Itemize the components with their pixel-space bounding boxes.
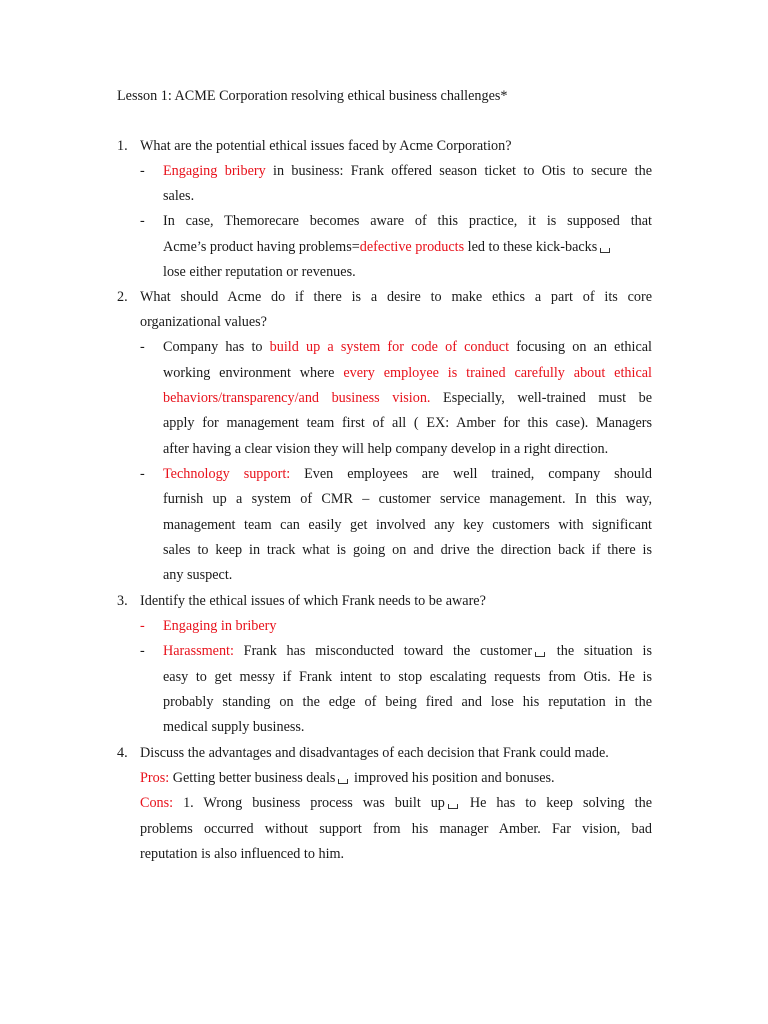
question-2-line-2: organizational values? xyxy=(140,314,267,330)
lesson-title: Lesson 1: ACME Corporation resolving ethical business challenges* xyxy=(117,88,508,104)
highlight-harassment: Harassment: xyxy=(163,643,234,659)
question-1-text: What are the potential ethical issues faced by Acme Corporation? xyxy=(140,138,512,154)
q3-bullet-2-text-a: Frank has misconducted toward the customer xyxy=(233,643,533,659)
q1-bullet-2-line-1: In case, Themorecare becomes aware of this practice, it is supposed that xyxy=(163,213,652,229)
highlight-defective-products: defective products xyxy=(359,239,465,255)
q3-bullet-2-line-1 xyxy=(163,643,652,660)
question-3-text: Identify the ethical issues of which Frank needs to be aware? xyxy=(140,593,486,609)
bullet-dash: - xyxy=(140,618,145,634)
q2-bullet-2-line-3: management team can easily get involved any key customers with significant xyxy=(163,517,652,533)
question-4-text: Discuss the advantages and disadvantages of each decision that Frank could made. xyxy=(140,745,609,761)
highlight-engaging-bribery: Engaging bribery xyxy=(163,163,266,179)
highlight-behaviors: behaviors/transparency/and business vision. xyxy=(163,390,431,406)
q3-bullet-2-line-3: probably standing on the edge of being fired and lose his reputation in the xyxy=(163,694,652,710)
q1-bullet-1-line-2: sales. xyxy=(163,188,195,204)
highlight-technology-support: Technology support: xyxy=(163,466,291,482)
q2-bullet-1-line-4: apply for management team first of all ( EX: Amber for this case). Managers xyxy=(163,415,652,431)
question-2-line-1: What should Acme do if there is a desire to make ethics a part of its core xyxy=(140,289,652,305)
q1-bullet-2-line-2 xyxy=(163,239,612,256)
question-3-number: 3. xyxy=(117,593,128,609)
arrow-symbol-icon xyxy=(535,652,545,657)
q2-bullet-1-line-1 xyxy=(163,339,652,356)
highlight-employee-trained: every employee is trained carefully about ethical xyxy=(343,365,652,381)
q2-bullet-1-line-5: after having a clear vision they will help company develop in a right direction. xyxy=(163,441,609,457)
arrow-symbol-icon xyxy=(448,804,458,809)
bullet-dash: - xyxy=(140,466,145,482)
highlight-code-of-conduct: build up a system for code of conduct xyxy=(269,339,510,355)
q2-bullet-2-text: Even employees are well trained, company should xyxy=(290,466,652,482)
highlight-engaging-in-bribery: Engaging in bribery xyxy=(163,618,277,634)
pros-text-a: Getting better business deals xyxy=(169,770,336,786)
q2-bullet-2-line-2: furnish up a system of CMR – customer service management. In this way, xyxy=(163,491,652,507)
pros-line xyxy=(140,770,555,787)
cons-line-2: problems occurred without support from his manager Amber. Far vision, bad xyxy=(140,821,652,837)
bullet-dash: - xyxy=(140,339,145,355)
q1-bullet-1-line-1 xyxy=(163,163,652,180)
q2-bullet-1-text-b: focusing on an ethical xyxy=(509,339,652,355)
pros-text-b: improved his position and bonuses. xyxy=(350,770,555,786)
bullet-dash: - xyxy=(140,213,145,229)
q2-bullet-2-line-1 xyxy=(163,466,652,483)
bullet-dash: - xyxy=(140,643,145,659)
q2-bullet-1-line-2 xyxy=(163,365,652,382)
question-4-number: 4. xyxy=(117,745,128,761)
q2-bullet-1-text-c: working environment where xyxy=(163,365,344,381)
q2-bullet-1-text-a: Company has to xyxy=(163,339,270,355)
bullet-dash: - xyxy=(140,163,145,179)
q3-bullet-2-line-2: easy to get messy if Frank intent to stop escalating requests from Otis. He is xyxy=(163,669,652,685)
q1-bullet-1-text: in business: Frank offered season ticket to Otis to secure the xyxy=(265,163,653,179)
q2-bullet-1-text-d: Especially, well-trained must be xyxy=(430,390,652,406)
cons-label: Cons: xyxy=(140,795,174,811)
cons-line-3: reputation is also influenced to him. xyxy=(140,846,345,862)
q2-bullet-2-line-4: sales to keep in track what is going on and drive the direction back if there is xyxy=(163,542,652,558)
q3-bullet-2-text-b: the situation is xyxy=(547,643,652,659)
question-1-number: 1. xyxy=(117,138,128,154)
q1-bullet-2-text-a: Acme’s product having problems= xyxy=(163,239,360,255)
question-2-number: 2. xyxy=(117,289,128,305)
q3-bullet-2-line-4: medical supply business. xyxy=(163,719,305,735)
q2-bullet-2-line-5: any suspect. xyxy=(163,567,233,583)
pros-label: Pros: xyxy=(140,770,170,786)
q2-bullet-1-line-3 xyxy=(163,390,652,407)
q1-bullet-2-line-3: lose either reputation or revenues. xyxy=(163,264,356,280)
cons-line-1 xyxy=(140,795,652,812)
q1-bullet-2-text-b: led to these kick-backs xyxy=(464,239,598,255)
arrow-symbol-icon xyxy=(338,779,348,784)
arrow-symbol-icon xyxy=(600,248,610,253)
cons-text-b: He has to keep solving the xyxy=(459,795,653,811)
cons-text-a: 1. Wrong business process was built up xyxy=(173,795,445,811)
